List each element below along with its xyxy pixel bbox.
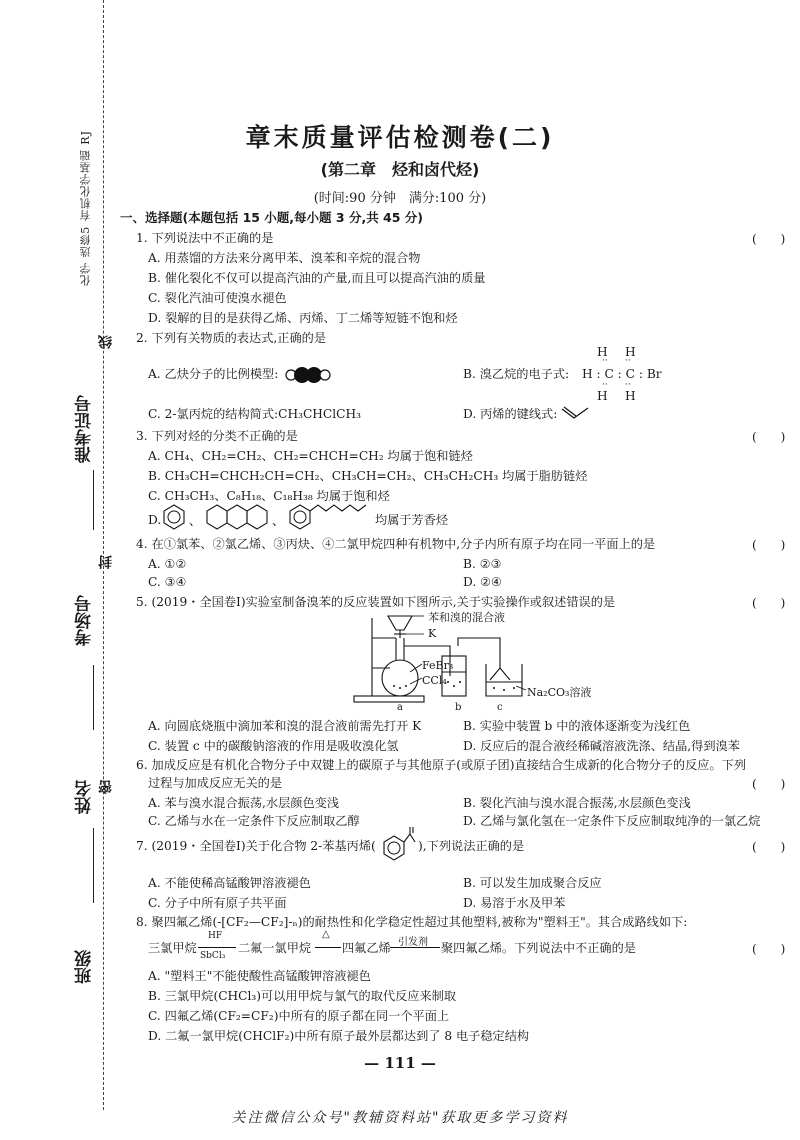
q1-option-b: B. 催化裂化不仅可以提高汽油的产量,而且可以提高汽油的质量 <box>148 271 486 285</box>
propene-skeletal-formula <box>560 405 600 421</box>
q4-stem: 4. 在①氯苯、②氯乙烯、③丙炔、④二氯甲烷四种有机物中,分子内所有原子均在同一平面上的是 <box>136 537 656 551</box>
q6-stem-line2: 过程与加成反应无关的是 <box>148 776 283 790</box>
q6-option-d: D. 乙烯与氯化氢在一定条件下反应制取纯净的一氯乙烷 <box>463 814 761 828</box>
q3-stem: 3. 下列对烃的分类不正确的是 <box>136 429 298 443</box>
q6-option-a: A. 苯与溴水混合振荡,水层颜色变浅 <box>148 796 340 810</box>
q3-answer-blank[interactable]: ( ) <box>752 430 786 444</box>
q7-option-d: D. 易溶于水及甲苯 <box>463 896 566 910</box>
q1-answer-blank[interactable]: ( ) <box>752 232 786 246</box>
q4-option-b: B. ②③ <box>463 557 502 571</box>
aromatic-structures-figure <box>162 500 372 534</box>
q6-option-b: B. 裂化汽油与溴水混合振荡,水层颜色变浅 <box>463 796 691 810</box>
q7-option-c: C. 分子中所有原子共平面 <box>148 896 287 910</box>
ticket-number-label: 准考证号 <box>75 395 95 463</box>
q3-option-a: A. CH₄、CH₂=CH₂、CH₂=CHCH=CH₂ 均属于饱和链烃 <box>148 449 473 463</box>
q8-option-c: C. 四氟乙烯(CF₂=CF₂)中所有的原子都在同一个平面上 <box>148 1009 450 1023</box>
chapter-subtitle: (第二章 烃和卤代烃) <box>320 160 480 179</box>
fig-label-k: K <box>428 627 437 640</box>
q8-route-initiator: 引发剂 <box>398 937 428 948</box>
q5-option-c: C. 装置 c 中的碳酸钠溶液的作用是吸收溴化氢 <box>148 739 399 753</box>
q8-route-chclf2: 二氟一氯甲烷 <box>238 941 312 955</box>
q8-stem: 8. 聚四氟乙烯(-[CF₂—CF₂]-ₙ)的耐热性和化学稳定性超过其他塑料,被称为"塑料王"。其合成路线如下: <box>136 915 688 929</box>
fig-label-ccl4: CCl₄ <box>422 674 447 687</box>
ticket-number-blank[interactable] <box>93 470 94 530</box>
svg-text:、: 、 <box>189 514 202 528</box>
name-blank[interactable] <box>93 828 94 903</box>
page-number: — 111 — <box>364 1054 436 1072</box>
q8-option-b: B. 三氯甲烷(CHCl₃)可以用甲烷与氯气的取代反应来制取 <box>148 989 457 1003</box>
q5-option-b: B. 实验中装置 b 中的液体逐渐变为浅红色 <box>463 719 691 733</box>
fig-label-c: c <box>497 702 503 713</box>
q8-route-c2f4: 四氟乙烯 <box>342 941 391 955</box>
q8-option-d: D. 二氟一氯甲烷(CHClF₂)中所有原子最外层都达到了 8 电子稳定结构 <box>148 1029 530 1043</box>
footer-note: 关注微信公众号"教辅资料站"获取更多学习资料 <box>231 1110 569 1126</box>
q8-route-arrow-2 <box>315 947 341 948</box>
q8-route-ptfe: 聚四氟乙烯。下列说法中不正确的是 <box>441 941 636 955</box>
q4-answer-blank[interactable]: ( ) <box>752 538 786 552</box>
q3-option-b: B. CH₃CH=CHCH₂CH=CH₂、CH₃CH=CH₂、CH₃CH₂CH₃ 均属于脂肪链烃 <box>148 469 588 483</box>
time-score-info: (时间:90 分钟 满分:100 分) <box>313 191 487 206</box>
q2-option-c: C. 2-氯丙烷的结构简式:CH₃CHClCH₃ <box>148 407 361 421</box>
q2-b-formula: H : C : C : Br <box>582 367 662 381</box>
q1-option-a: A. 用蒸馏的方法来分离甲苯、溴苯和辛烷的混合物 <box>148 251 421 265</box>
q1-option-d: D. 裂解的目的是获得乙烯、丙烯、丁二烯等短链不饱和烃 <box>148 311 458 325</box>
q8-answer-blank[interactable]: ( ) <box>752 942 786 956</box>
q7-answer-blank[interactable]: ( ) <box>752 840 786 854</box>
fig-label-mixture: 苯和溴的混合液 <box>428 611 505 624</box>
fig-label-na2co3: Na₂CO₃溶液 <box>527 686 592 699</box>
svg-text:、: 、 <box>272 514 285 528</box>
section-heading: 一、选择题(本题包括 15 小题,每小题 3 分,共 45 分) <box>120 210 424 225</box>
cut-mark-xian: 线 <box>98 335 114 349</box>
q8-route-sbcl3: SbCl₃ <box>200 951 226 961</box>
q3-option-d-tail: 均属于芳香烃 <box>375 513 449 527</box>
book-series-label: 化学 选修5 有机化学基础 RJ <box>79 130 92 287</box>
q6-option-c: C. 乙烯与水在一定条件下反应制取乙醇 <box>148 814 360 828</box>
q1-stem: 1. 下列说法中不正确的是 <box>136 231 274 245</box>
q5-option-d: D. 反应后的混合液经稀碱溶液洗涤、结晶,得到溴苯 <box>463 739 740 753</box>
q2-stem: 2. 下列有关物质的表达式,正确的是 <box>136 331 327 345</box>
q7-option-a: A. 不能使稀高锰酸钾溶液褪色 <box>148 876 311 890</box>
q3-option-d: D. <box>148 513 162 527</box>
q2-b-dots-bottom: ·· ·· <box>602 380 631 390</box>
2-phenylpropene-structure <box>380 826 416 866</box>
q5-option-a: A. 向圆底烧瓶中滴加苯和溴的混合液前需先打开 K <box>148 719 422 733</box>
page-title: 章末质量评估检测卷(二) <box>245 123 555 152</box>
cut-mark-feng: 封 <box>98 555 114 569</box>
q5-stem: 5. (2019・全国卷Ⅰ)实验室制备溴苯的反应装置如下图所示,关于实验操作或叙述错误的是 <box>136 595 616 609</box>
exam-room-label: 考场号 <box>75 595 95 646</box>
q8-route-arrow-1 <box>198 947 236 948</box>
q4-option-a: A. ①② <box>148 557 187 571</box>
fig-label-b: b <box>455 702 462 713</box>
fig-label-a: a <box>397 702 403 713</box>
q2-b-h-top-2: H <box>625 345 636 359</box>
ethyne-space-filling-model <box>282 364 334 386</box>
q1-option-c: C. 裂化汽油可使溴水褪色 <box>148 291 287 305</box>
q7-stem: 7. (2019・全国卷Ⅰ)关于化合物 2-苯基丙烯( <box>136 839 376 853</box>
q2-option-b: B. 溴乙烷的电子式: <box>463 367 570 381</box>
q8-option-a: A. "塑料王"不能使酸性高锰酸钾溶液褪色 <box>148 969 371 983</box>
q2-b-h-bottom-2: H <box>625 389 636 403</box>
q8-route-heat: △ <box>322 929 330 940</box>
q4-option-d: D. ②④ <box>463 575 502 589</box>
cut-mark-mi: 密 <box>98 780 114 794</box>
q6-stem-line1: 6. 加成反应是有机化合物分子中双键上的碳原子与其他原子(或原子团)直接结合生成新的化合物分子的反应。下列 <box>136 758 747 772</box>
class-label: 班级 <box>75 950 95 984</box>
name-label: 姓名 <box>75 780 95 814</box>
exam-room-blank[interactable] <box>93 665 94 730</box>
q2-option-d: D. 丙烯的键线式: <box>463 407 558 421</box>
q4-option-c: C. ③④ <box>148 575 187 589</box>
q2-option-a: A. 乙炔分子的比例模型: <box>148 367 279 381</box>
q2-b-dots-top: ·· ·· <box>602 356 631 366</box>
q8-route-chcl3: 三氯甲烷 <box>148 941 197 955</box>
q2-b-h-bottom-1: H <box>597 389 608 403</box>
q3-option-c: C. CH₃CH₃、C₈H₁₈、C₁₈H₃₈ 均属于饱和烃 <box>148 489 390 503</box>
q2-b-h-top-1: H <box>597 345 608 359</box>
q6-answer-blank[interactable]: ( ) <box>752 777 786 791</box>
q7-stem-tail: ),下列说法正确的是 <box>418 839 525 853</box>
fig-label-febr3: FeBr₃ <box>422 659 454 672</box>
q8-route-hf: HF <box>208 931 223 941</box>
q8-route-arrow-3 <box>390 947 440 948</box>
q5-answer-blank[interactable]: ( ) <box>752 596 786 610</box>
q7-option-b: B. 可以发生加成聚合反应 <box>463 876 602 890</box>
